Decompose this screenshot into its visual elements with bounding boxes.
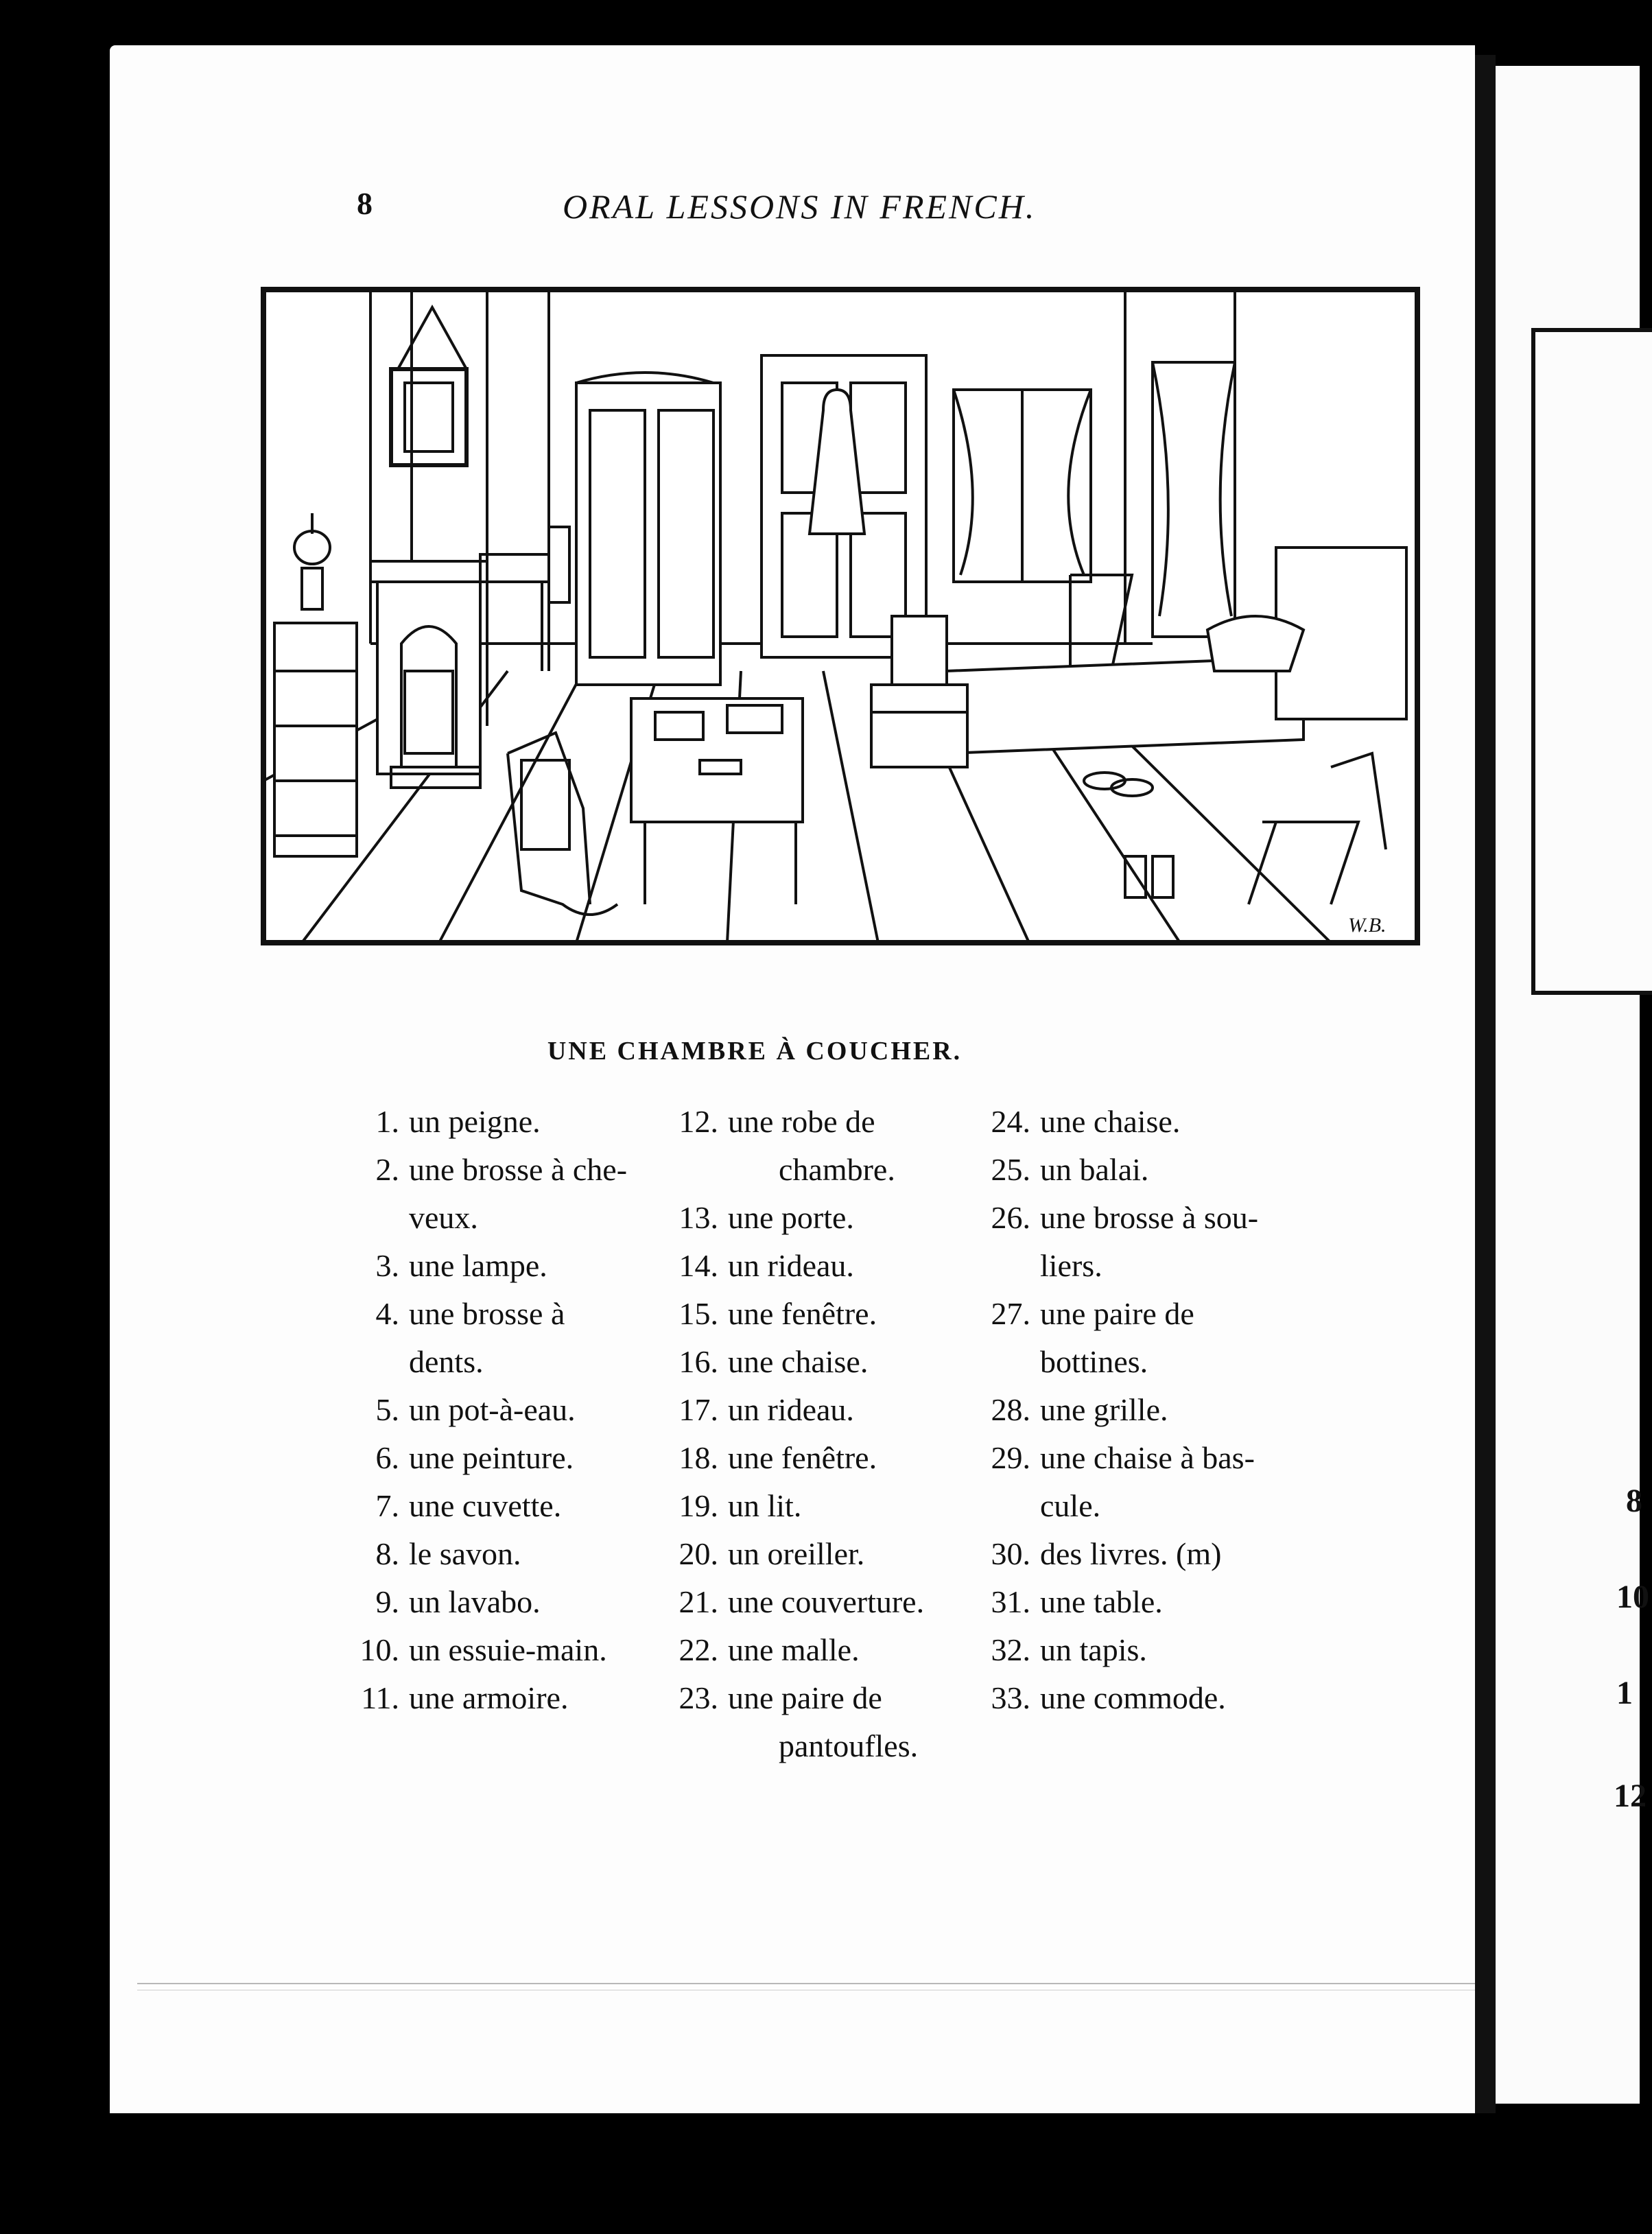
right-page-fragment: 12 — [1614, 1778, 1647, 1814]
caption-text: UNE CHAMBRE À COUCHER. — [547, 1037, 963, 1066]
item-number: 4. — [375, 1296, 399, 1331]
right-page-fragment: 10 — [1616, 1579, 1649, 1615]
book-gutter — [1475, 55, 1496, 2141]
item-text: le savon. — [409, 1536, 521, 1571]
item-number: 32. — [991, 1632, 1030, 1667]
bottom-shadow — [69, 2113, 1640, 2234]
list-item — [336, 1578, 659, 1626]
list-item — [336, 1674, 659, 1722]
list-item — [655, 1578, 978, 1626]
item-number: 8. — [375, 1536, 399, 1571]
list-item — [655, 1290, 978, 1338]
item-number: 2. — [375, 1152, 399, 1187]
list-item — [336, 1434, 659, 1482]
item-number: 16. — [678, 1344, 718, 1379]
item-text: une malle. — [728, 1632, 860, 1667]
vocabulary-column-3 — [967, 1098, 1324, 1722]
right-page-fragment: 8 — [1626, 1483, 1642, 1519]
item-text: un essuie-main. — [409, 1632, 607, 1667]
item-number: 10. — [359, 1632, 399, 1667]
list-item — [655, 1674, 978, 1722]
item-continuation: cule. — [1040, 1488, 1101, 1523]
item-number: 28. — [991, 1392, 1030, 1427]
item-text: un balai. — [1040, 1152, 1149, 1187]
item-text: une lampe. — [409, 1248, 547, 1283]
item-number: 27. — [991, 1296, 1030, 1331]
item-number: 9. — [375, 1584, 399, 1619]
item-text: une fenêtre. — [728, 1440, 877, 1475]
list-item — [967, 1098, 1324, 1146]
item-text: une couverture. — [728, 1584, 925, 1619]
item-number: 13. — [678, 1200, 718, 1235]
item-number: 14. — [678, 1248, 718, 1283]
item-number: 20. — [678, 1536, 718, 1571]
item-number: 11. — [361, 1680, 399, 1715]
list-item — [336, 1290, 659, 1338]
item-number: 7. — [375, 1488, 399, 1523]
illustration-signature: W.B. — [1348, 914, 1386, 937]
item-text: une brosse à — [409, 1296, 565, 1331]
item-text: un rideau. — [728, 1248, 854, 1283]
item-text: un pot-à-eau. — [409, 1392, 576, 1427]
item-number: 29. — [991, 1440, 1030, 1475]
item-number: 12. — [678, 1104, 718, 1139]
item-number: 22. — [678, 1632, 718, 1667]
list-item — [336, 1242, 659, 1290]
item-number: 6. — [375, 1440, 399, 1475]
list-item — [967, 1194, 1324, 1242]
list-item — [655, 1626, 978, 1674]
list-item — [655, 1194, 978, 1242]
item-number: 30. — [991, 1536, 1030, 1571]
item-continuation: dents. — [409, 1344, 484, 1379]
item-text: une paire de — [728, 1680, 882, 1715]
list-item — [967, 1530, 1324, 1578]
vocabulary-column-1 — [336, 1098, 659, 1722]
item-number: 17. — [678, 1392, 718, 1427]
list-item — [336, 1482, 659, 1530]
right-page-illustration-fragment — [1531, 328, 1652, 995]
item-continuation: chambre. — [779, 1152, 895, 1187]
list-item — [655, 1530, 978, 1578]
list-item — [336, 1098, 659, 1146]
item-number: 26. — [991, 1200, 1030, 1235]
list-item — [655, 1434, 978, 1482]
page-fold-line — [137, 1983, 1475, 1984]
item-text: une chaise. — [1040, 1104, 1181, 1139]
item-continuation: veux. — [409, 1200, 478, 1235]
item-text: une chaise à bas- — [1040, 1440, 1255, 1475]
running-head: ORAL LESSONS IN FRENCH. — [563, 187, 1037, 226]
item-text: une robe de — [728, 1104, 875, 1139]
item-text: une fenêtre. — [728, 1296, 877, 1331]
item-number: 5. — [375, 1392, 399, 1427]
item-text: une table. — [1040, 1584, 1163, 1619]
item-text: un tapis. — [1040, 1632, 1147, 1667]
item-text: une peinture. — [409, 1440, 574, 1475]
item-number: 31. — [991, 1584, 1030, 1619]
item-text: une brosse à sou- — [1040, 1200, 1259, 1235]
list-item — [655, 1338, 978, 1386]
item-text: un oreiller. — [728, 1536, 865, 1571]
item-number: 23. — [678, 1680, 718, 1715]
item-number: 25. — [991, 1152, 1030, 1187]
item-text: une armoire. — [409, 1680, 569, 1715]
list-item — [967, 1434, 1324, 1482]
list-item — [967, 1290, 1324, 1338]
illustration-caption — [0, 1036, 1640, 1066]
item-text: une chaise. — [728, 1344, 869, 1379]
item-text: des livres. (m) — [1040, 1536, 1222, 1571]
item-text: une paire de — [1040, 1296, 1194, 1331]
item-number: 33. — [991, 1680, 1030, 1715]
list-item — [967, 1386, 1324, 1434]
item-number: 15. — [678, 1296, 718, 1331]
item-number: 1. — [375, 1104, 399, 1139]
vocabulary-column-2 — [655, 1098, 978, 1770]
page-number: 8 — [357, 186, 373, 221]
item-text: une commode. — [1040, 1680, 1226, 1715]
item-text: un lavabo. — [409, 1584, 541, 1619]
item-text: une porte. — [728, 1200, 854, 1235]
item-continuation: pantoufles. — [779, 1728, 919, 1763]
list-item — [655, 1386, 978, 1434]
item-text: une brosse à che- — [409, 1152, 628, 1187]
item-text: une grille. — [1040, 1392, 1168, 1427]
list-item — [336, 1626, 659, 1674]
item-text: un peigne. — [409, 1104, 541, 1139]
list-item — [967, 1146, 1324, 1194]
right-page-fragment: 1 — [1616, 1675, 1633, 1711]
list-item — [967, 1578, 1324, 1626]
list-item — [336, 1386, 659, 1434]
list-item — [336, 1530, 659, 1578]
bedroom-illustration — [261, 287, 1420, 945]
list-item — [967, 1626, 1324, 1674]
item-text: un lit. — [728, 1488, 802, 1523]
item-text: un rideau. — [728, 1392, 854, 1427]
list-item — [655, 1482, 978, 1530]
list-item — [655, 1242, 978, 1290]
item-text: une cuvette. — [409, 1488, 562, 1523]
list-item — [336, 1146, 659, 1194]
item-number: 3. — [375, 1248, 399, 1283]
item-number: 24. — [991, 1104, 1030, 1139]
item-continuation: bottines. — [1040, 1344, 1148, 1379]
item-continuation: liers. — [1040, 1248, 1102, 1283]
list-item — [967, 1674, 1324, 1722]
item-number: 19. — [678, 1488, 718, 1523]
list-item — [655, 1098, 978, 1146]
item-number: 21. — [678, 1584, 718, 1619]
item-number: 18. — [678, 1440, 718, 1475]
